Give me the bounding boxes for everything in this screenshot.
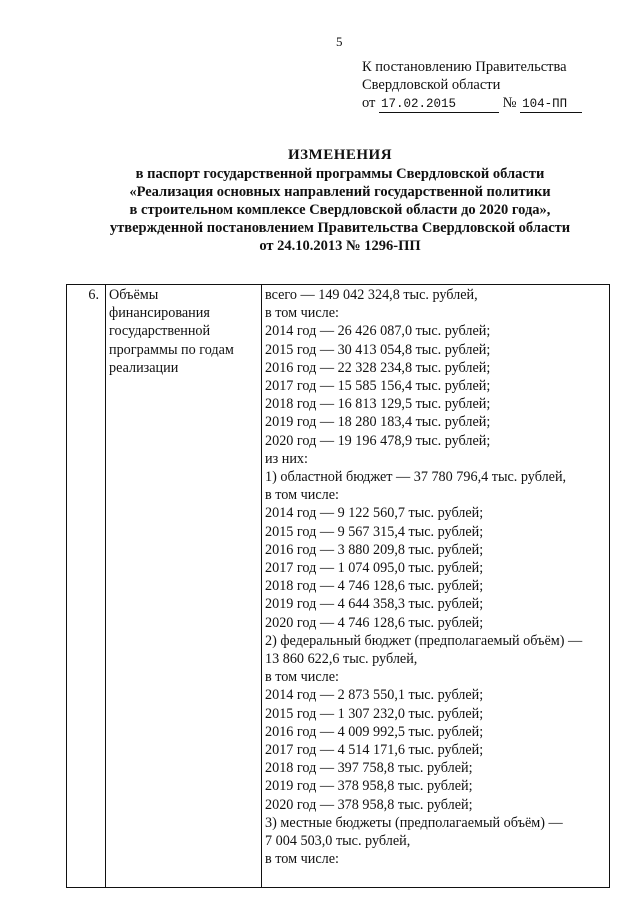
approval-from-label: от <box>362 95 376 111</box>
content-line: 2020 год — 4 746 128,6 тыс. рублей; <box>265 614 484 631</box>
row-label-cell <box>106 285 262 888</box>
approval-line-2: Свердловской области <box>362 77 501 93</box>
label-line: программы по годам <box>109 341 234 358</box>
content-line: 13 860 622,6 тыс. рублей, <box>265 651 418 668</box>
content-line: 2018 год — 397 758,8 тыс. рублей; <box>265 760 473 777</box>
label-line: финансирования <box>109 305 210 322</box>
content-line: 2014 год — 9 122 560,7 тыс. рублей; <box>265 505 484 522</box>
content-line: 2019 год — 4 644 358,3 тыс. рублей; <box>265 596 484 613</box>
content-line: 2015 год — 9 567 315,4 тыс. рублей; <box>265 523 484 540</box>
page-number: 5 <box>336 34 343 49</box>
approval-line-1: К постановлению Правительства <box>362 59 567 75</box>
title-line: в паспорт государственной программы Свердловской области <box>135 166 545 182</box>
content-line: 2016 год — 3 880 209,8 тыс. рублей; <box>265 541 484 558</box>
title-line: «Реализация основных направлений государственной политики <box>129 184 551 200</box>
content-line: 7 004 503,0 тыс. рублей, <box>265 833 411 850</box>
content-line: в том числе: <box>265 669 339 686</box>
approval-number-label: № <box>502 95 517 111</box>
changes-table <box>66 284 610 888</box>
row-number-cell: 6. <box>67 285 106 888</box>
content-line: 2014 год — 26 426 087,0 тыс. рублей; <box>265 323 491 340</box>
content-line: 2018 год — 4 746 128,6 тыс. рублей; <box>265 578 484 595</box>
content-line: всего — 149 042 324,8 тыс. рублей, <box>265 287 478 303</box>
content-line: 2015 год — 30 413 054,8 тыс. рублей; <box>265 341 491 358</box>
content-line: 2015 год — 1 307 232,0 тыс. рублей; <box>265 705 484 722</box>
title-heading: ИЗМЕНЕНИЯ <box>287 147 393 163</box>
content-line: 1) областной бюджет — 37 780 796,4 тыс. рублей, <box>265 469 567 486</box>
content-line: 2020 год — 19 196 478,9 тыс. рублей; <box>265 432 491 449</box>
content-line: 2) федеральный бюджет (предполагаемый объём) — <box>265 632 583 649</box>
content-line: 2017 год — 1 074 095,0 тыс. рублей; <box>265 560 484 577</box>
content-line: из них: <box>265 450 308 467</box>
title-line: от 24.10.2013 № 1296-ПП <box>259 238 421 254</box>
content-line: 2020 год — 378 958,8 тыс. рублей; <box>265 796 473 813</box>
title-line: в строительном комплексе Свердловской области до 2020 года», <box>129 202 551 218</box>
content-line: 2014 год — 2 873 550,1 тыс. рублей; <box>265 687 484 704</box>
label-line: Объёмы <box>109 287 159 303</box>
content-line: 2017 год — 15 585 156,4 тыс. рублей; <box>265 378 491 395</box>
approval-line-3 <box>362 94 582 113</box>
approval-number: 104-ПП <box>520 97 582 113</box>
document-title <box>60 146 620 255</box>
content-line: 2016 год — 4 009 992,5 тыс. рублей; <box>265 723 484 740</box>
content-line: 2019 год — 18 280 183,4 тыс. рублей; <box>265 414 491 431</box>
label-line: государственной <box>109 323 211 340</box>
content-line: 2017 год — 4 514 171,6 тыс. рублей; <box>265 742 484 759</box>
content-line: в том числе: <box>265 487 339 504</box>
content-line: 2016 год — 22 328 234,8 тыс. рублей; <box>265 359 491 376</box>
title-line: утвержденной постановлением Правительства Свердловской области <box>109 220 571 236</box>
row-content-cell <box>262 285 610 888</box>
content-line: в том числе: <box>265 851 339 868</box>
label-line: реализации <box>109 359 179 376</box>
content-line: 2018 год — 16 813 129,5 тыс. рублей; <box>265 396 491 413</box>
content-line: 3) местные бюджеты (предполагаемый объём) — <box>265 814 563 831</box>
content-line: 2019 год — 378 958,8 тыс. рублей; <box>265 778 473 795</box>
content-line: в том числе: <box>265 305 339 322</box>
approval-block <box>362 58 582 113</box>
approval-date: 17.02.2015 <box>379 97 499 113</box>
table-row <box>67 285 610 888</box>
